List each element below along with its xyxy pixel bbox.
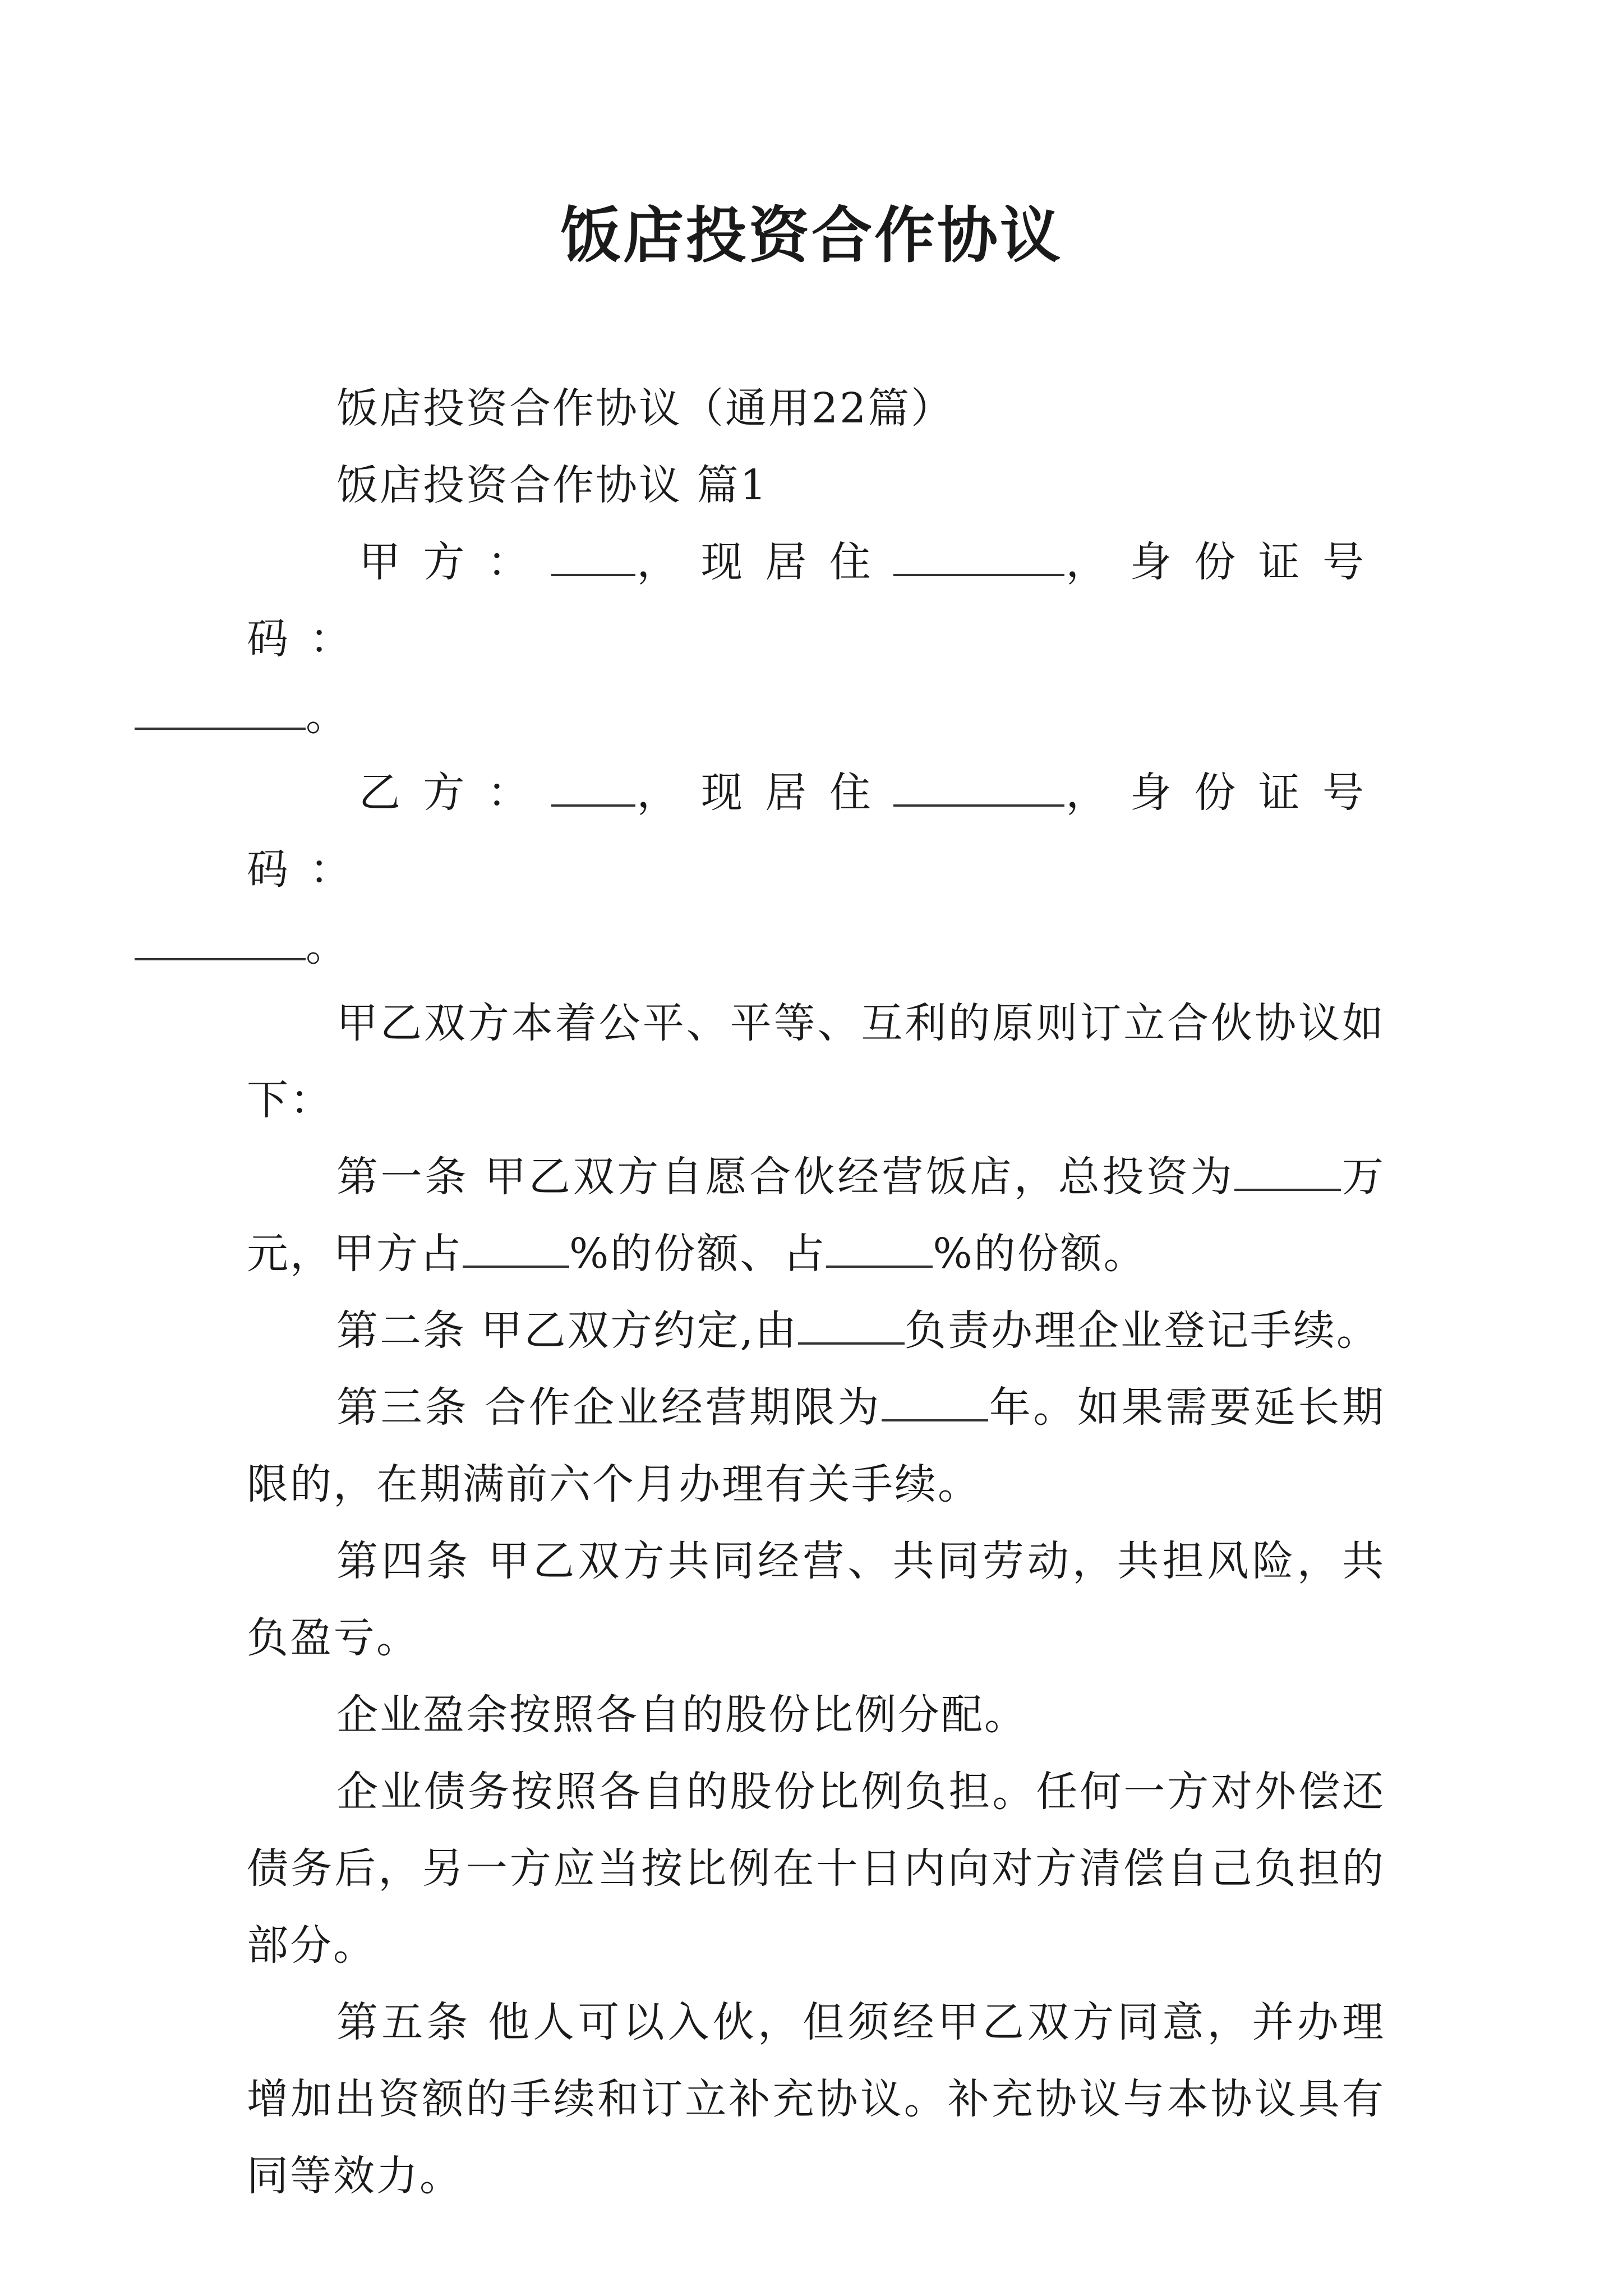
article-1-text-b: 万元，甲方占 (247, 1153, 1386, 1278)
article-1-text-d: %的份额。 (933, 1230, 1147, 1278)
term-years-blank (882, 1388, 988, 1421)
party-b-residence-blank (893, 773, 1064, 807)
party-b-end: 。 (306, 922, 347, 970)
section-heading: 饭店投资合作协议 篇1 (336, 461, 768, 509)
article-2-text-a: 第二条 甲乙双方约定,由 (336, 1306, 799, 1355)
party-b-share-blank (826, 1234, 933, 1268)
party-a-share-blank (463, 1234, 569, 1268)
intro-paragraph: 甲乙双方本着公平、平等、互利的原则订立合伙协议如下： (247, 999, 1385, 1124)
party-b-name-blank (551, 773, 635, 807)
article-3-text-b: 年。如果需要延长期限的，在期满前六个月办理有关手续。 (247, 1383, 1385, 1508)
party-a-residence-blank (893, 542, 1064, 576)
article-5: 第五条 他人可以入伙，但须经甲乙双方同意，并办理增加出资额的手续和订立补充协议。补充协议与本协议具有同等效力。 (247, 1998, 1385, 2200)
party-a-line (247, 524, 1385, 754)
document-subtitle: 饭店投资合作协议（通用22篇） (336, 384, 955, 432)
party-b-line (247, 754, 1385, 985)
article-1-text-c: %的份额、占 (569, 1230, 827, 1278)
party-b-id-label: ，身份证号码： (247, 769, 1386, 894)
total-investment-blank (1234, 1157, 1341, 1191)
profit-paragraph: 企业盈余按照各自的股份比例分配。 (336, 1691, 1027, 1739)
party-a-name-blank (551, 542, 635, 576)
party-a-id-label: ，身份证号码： (247, 538, 1386, 663)
article-2 (247, 1292, 1385, 1369)
article-2-text-b: 负责办理企业登记手续。 (905, 1306, 1380, 1355)
article-1-text-a: 第一条 甲乙双方自愿合伙经营饭店，总投资为 (336, 1153, 1235, 1201)
party-b-residence-label: ，现居住 (635, 769, 894, 817)
debt-paragraph: 企业债务按照各自的股份比例负担。任何一方对外偿还债务后，另一方应当按比例在十日内向对方清偿自己负担的部分。 (247, 1768, 1385, 1970)
registration-party-blank (798, 1311, 905, 1345)
document-title: 饭店投资合作协议 (560, 200, 1063, 271)
party-a-end: 。 (306, 692, 347, 740)
party-b-label: 乙方： (359, 769, 552, 817)
party-a-label: 甲方： (359, 538, 552, 586)
document-body (247, 370, 1385, 2215)
article-3 (247, 1369, 1385, 1523)
article-4: 第四条 甲乙双方共同经营、共同劳动，共担风险，共负盈亏。 (247, 1537, 1385, 1662)
party-b-id-blank (135, 927, 306, 960)
party-a-residence-label: ，现居住 (635, 538, 894, 586)
article-3-text-a: 第三条 合作企业经营期限为 (336, 1383, 882, 1432)
article-1 (247, 1139, 1385, 1292)
party-a-id-blank (135, 696, 306, 730)
